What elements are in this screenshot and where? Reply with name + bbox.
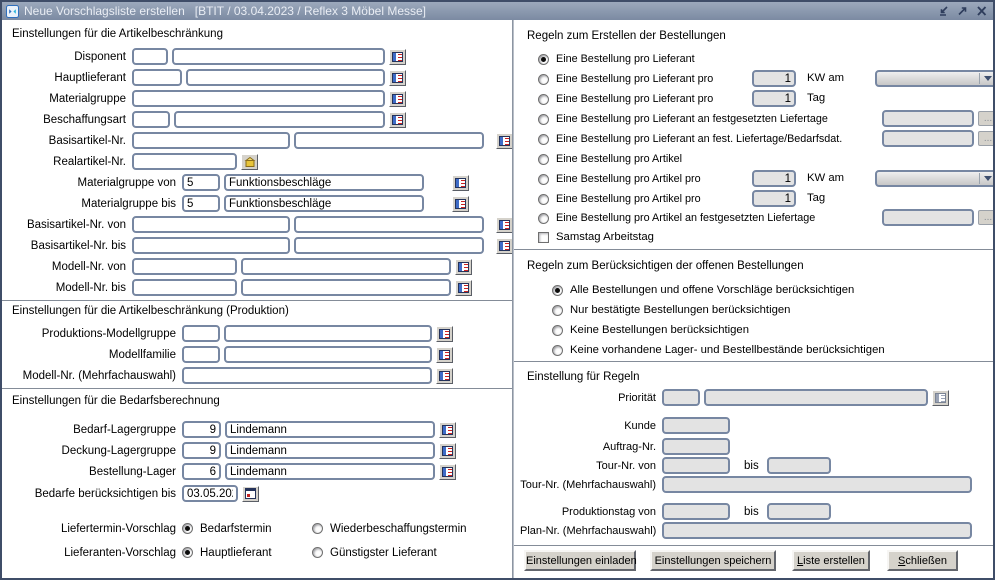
beschaffungsart-code-input[interactable] — [132, 111, 170, 128]
radio-icon — [538, 213, 549, 224]
auftrag-row — [520, 438, 987, 455]
list-lookup-icon — [455, 199, 466, 209]
basisartikel-von-label: Basisartikel-Nr. von — [26, 218, 126, 231]
artikel-kw-count-input[interactable] — [752, 170, 796, 187]
opt-lieferant-bedarfsdat-label: Eine Bestellung pro Lieferant an fest. Liefertage/Bedarfsdat. — [556, 133, 843, 145]
list-lookup-icon — [499, 241, 510, 251]
modellfamilie-name-input[interactable] — [224, 346, 432, 363]
opt-pro-artikel-label: Eine Bestellung pro Artikel — [556, 153, 683, 165]
wiederbeschaffungstermin-option[interactable] — [312, 523, 467, 535]
basisartikel-lookup-button[interactable] — [496, 133, 513, 149]
liefertermin-vorschlag-row — [8, 520, 512, 537]
modell-von-nr-input[interactable] — [132, 258, 237, 275]
bedarf-lagergruppe-name-input[interactable] — [225, 421, 435, 438]
opt-lieferant-pro-tag-label: Eine Bestellung pro Lieferant pro — [556, 93, 714, 105]
modellnr-mehrfach-input[interactable] — [182, 367, 432, 384]
artikel-tag-count-input[interactable] — [752, 190, 796, 207]
materialgruppe-von-row — [8, 174, 512, 191]
basisartikel-von-name-input[interactable] — [294, 216, 484, 233]
produktions-modellgruppe-code-input[interactable] — [182, 325, 220, 342]
maximize-window-button[interactable] — [954, 4, 970, 18]
lieferant-kw-weekday-select[interactable] — [875, 70, 995, 87]
auftrag-input[interactable] — [662, 438, 730, 455]
radio-icon — [312, 523, 323, 534]
dropdown-button — [979, 173, 995, 184]
bedarf-lagergruppe-lookup-button[interactable] — [439, 422, 456, 438]
list-lookup-icon — [392, 94, 403, 104]
basisartikel-bis-row — [8, 237, 512, 254]
opt-alle-bestellungen-label: Alle Bestellungen und offene Vorschläge berücksichtigen — [570, 284, 855, 296]
auftrag-label: Auftrag-Nr. — [602, 440, 656, 453]
tag-label: Tag — [807, 92, 826, 104]
plan-mehrfach-row — [520, 522, 987, 539]
opt-artikel-pro-kw-label: Eine Bestellung pro Artikel pro — [556, 173, 701, 185]
produktions-modellgruppe-name-input[interactable] — [224, 325, 432, 342]
bestellung-lager-row — [8, 463, 512, 480]
tour-mehrfach-label: Tour-Nr. (Mehrfachauswahl) — [520, 478, 656, 491]
titlebar — [2, 2, 993, 20]
basisartikel-von-row — [8, 216, 512, 233]
radio-icon — [538, 154, 549, 165]
window-title: Neue Vorschlagsliste erstellen — [24, 4, 185, 18]
prioritaet-lookup-button[interactable] — [932, 390, 949, 406]
lieferant-liefertage-browse-button[interactable]: ... — [978, 111, 995, 126]
produktionstag-bis-input[interactable] — [767, 503, 831, 520]
dropdown-button — [979, 73, 995, 84]
bedarfe-bis-row — [8, 485, 512, 502]
radio-selected-icon — [182, 547, 193, 558]
list-lookup-icon — [455, 178, 466, 188]
opt-lieferant-liefertage-label: Eine Bestellung pro Lieferant an festgesetzten Liefertage — [556, 113, 828, 125]
tour-bis-input[interactable] — [767, 457, 831, 474]
kunde-input[interactable] — [662, 417, 730, 434]
dialog-body — [2, 20, 993, 578]
opt-artikel-pro-kw-row[interactable] — [538, 171, 987, 187]
radio-selected-icon — [182, 523, 193, 534]
tag-label: Tag — [807, 192, 826, 204]
materialgruppe-label: Materialgruppe — [49, 92, 126, 105]
disponent-name-input[interactable] — [172, 48, 385, 65]
left-section-divider-2 — [2, 388, 512, 389]
restore-window-button[interactable] — [935, 4, 951, 18]
list-lookup-icon — [458, 262, 469, 272]
modellfamilie-lookup-button[interactable] — [436, 347, 453, 363]
tour-von-label: Tour-Nr. von — [596, 459, 656, 472]
produktions-modellgruppe-lookup-button[interactable] — [436, 326, 453, 342]
deckung-lagergruppe-row — [8, 442, 512, 459]
materialgruppe-von-lookup-button[interactable] — [452, 175, 469, 191]
hauptlieferant-label: Hauptlieferant — [54, 71, 126, 84]
liste-erstellen-button[interactable]: Liste erstellen — [792, 550, 870, 571]
opt-artikel-liefertage-label: Eine Bestellung pro Artikel an festgesetzten Liefertage — [556, 212, 816, 224]
produktions-modellgruppe-row — [8, 325, 512, 342]
list-lookup-icon — [499, 136, 510, 146]
calendar-icon — [245, 488, 256, 499]
bedarfstermin-option-label: Bedarfstermin — [200, 522, 272, 535]
radio-icon — [538, 134, 549, 145]
modell-von-label: Modell-Nr. von — [51, 260, 126, 273]
list-lookup-icon — [499, 220, 510, 230]
einstellungen-einladen-button[interactable]: Einstellungen einladen — [524, 550, 636, 571]
materialgruppe-row — [8, 90, 512, 107]
disponent-label: Disponent — [74, 50, 126, 63]
artikel-liefertage-browse-button[interactable]: ... — [978, 210, 995, 225]
left-panel — [2, 20, 512, 578]
checkbox-icon — [538, 232, 549, 243]
tour-mehrfach-input[interactable] — [662, 476, 972, 493]
opt-keine-bestellungen-row[interactable] — [552, 322, 987, 338]
bedarfe-bis-date-input[interactable] — [182, 485, 238, 502]
tour-von-input[interactable] — [662, 457, 730, 474]
opt-artikel-pro-tag-label: Eine Bestellung pro Artikel pro — [556, 193, 701, 205]
radio-selected-icon — [552, 285, 563, 296]
opt-lieferant-liefertage-row[interactable] — [538, 111, 993, 127]
modell-bis-row — [8, 279, 512, 296]
bestellung-lager-label: Bestellung-Lager — [89, 465, 176, 478]
hauptlieferant-option-label: Hauptlieferant — [200, 546, 272, 559]
bedarf-lagergruppe-label: Bedarf-Lagergruppe — [73, 423, 176, 436]
realartikel-row — [8, 153, 512, 170]
modellfamilie-label: Modellfamilie — [108, 348, 176, 361]
package-icon — [244, 156, 256, 168]
opt-lieferant-pro-tag-row[interactable] — [538, 91, 987, 107]
section-produktion-heading: Einstellungen für die Artikelbeschränkung (Produktion) — [12, 305, 289, 317]
prioritaet-row — [520, 389, 987, 406]
list-lookup-icon — [458, 283, 469, 293]
disponent-lookup-button[interactable] — [389, 49, 406, 65]
modell-bis-name-input[interactable] — [241, 279, 451, 296]
section-artikelbeschraenkung-heading: Einstellungen für die Artikelbeschränkung — [12, 28, 223, 40]
opt-pro-lieferant-row[interactable] — [538, 51, 987, 67]
modell-bis-label: Modell-Nr. bis — [55, 281, 126, 294]
radio-icon — [552, 305, 563, 316]
schliessen-button[interactable]: Schließen — [887, 550, 958, 571]
deckung-lagergruppe-label: Deckung-Lagergruppe — [61, 444, 176, 457]
materialgruppe-bis-label: Materialgruppe bis — [81, 197, 176, 210]
radio-icon — [538, 194, 549, 205]
prioritaet-label: Priorität — [618, 391, 656, 404]
opt-keine-bestellungen-label: Keine Bestellungen berücksichtigen — [570, 324, 749, 336]
tour-bis-label: bis — [744, 459, 759, 472]
bestellung-lager-code-input[interactable] — [182, 463, 221, 480]
guenstigster-lieferant-option[interactable] — [312, 547, 437, 559]
beschaffungsart-lookup-button[interactable] — [389, 112, 406, 128]
bedarf-lagergruppe-row — [8, 421, 512, 438]
radio-selected-icon — [538, 54, 549, 65]
modellnr-mehrfach-label: Modell-Nr. (Mehrfachauswahl) — [22, 369, 176, 382]
beschaffungsart-label: Beschaffungsart — [43, 113, 126, 126]
bedarf-lagergruppe-code-input[interactable] — [182, 421, 221, 438]
prioritaet-code-input[interactable] — [662, 389, 700, 406]
produktionstag-von-input[interactable] — [662, 503, 730, 520]
section-einstellung-regeln-heading: Einstellung für Regeln — [527, 371, 640, 383]
produktions-modellgruppe-label: Produktions-Modellgruppe — [41, 327, 176, 340]
opt-keine-bestaende-row[interactable] — [552, 342, 987, 358]
realartikel-article-button[interactable] — [241, 154, 258, 170]
artikel-liefertage-input[interactable] — [882, 209, 974, 226]
lieferant-tag-count-input[interactable] — [752, 90, 796, 107]
tour-mehrfach-row — [520, 476, 987, 493]
opt-artikel-pro-tag-row[interactable] — [538, 191, 987, 207]
lieferant-liefertage-input[interactable] — [882, 110, 974, 127]
modell-bis-lookup-button[interactable] — [455, 280, 472, 296]
section-offene-heading: Regeln zum Berücksichtigen der offenen Bestellungen — [527, 260, 804, 272]
disponent-row — [8, 48, 512, 65]
opt-lieferant-bedarfsdat-row[interactable] — [538, 131, 993, 147]
beschaffungsart-row — [8, 111, 512, 128]
lieferant-bedarfsdat-input[interactable] — [882, 130, 974, 147]
basisartikel-name-input[interactable] — [294, 132, 484, 149]
basisartikel-von-nr-input[interactable] — [132, 216, 290, 233]
materialgruppe-bis-row — [8, 195, 512, 212]
modellnr-mehrfach-lookup-button[interactable] — [436, 368, 453, 384]
materialgruppe-bis-code-input[interactable] — [182, 195, 220, 212]
hauptlieferant-row — [8, 69, 512, 86]
lieferant-bedarfsdat-browse-button[interactable]: ... — [978, 131, 995, 146]
deckung-lagergruppe-code-input[interactable] — [182, 442, 221, 459]
list-lookup-icon — [392, 52, 403, 62]
basisartikel-bis-nr-input[interactable] — [132, 237, 290, 254]
materialgruppe-lookup-button[interactable] — [389, 91, 406, 107]
close-window-button[interactable] — [973, 4, 989, 18]
liefertermin-vorschlag-label: Liefertermin-Vorschlag — [60, 522, 176, 535]
materialgruppe-von-name-input[interactable] — [224, 174, 424, 191]
dialog-buttons — [520, 550, 987, 571]
modellnr-mehrfach-row — [8, 367, 512, 384]
opt-bestaetigte-label: Nur bestätigte Bestellungen berücksichtigen — [570, 304, 791, 316]
lieferant-kw-count-input[interactable] — [752, 70, 796, 87]
plan-mehrfach-label: Plan-Nr. (Mehrfachauswahl) — [520, 524, 657, 537]
wiederbeschaffungstermin-option-label: Wiederbeschaffungstermin — [330, 522, 467, 535]
hauptlieferant-lookup-button[interactable] — [389, 70, 406, 86]
radio-icon — [538, 114, 549, 125]
materialgruppe-input[interactable] — [132, 90, 385, 107]
radio-icon — [552, 325, 563, 336]
bedarfe-bis-label: Bedarfe berücksichtigen bis — [34, 487, 176, 500]
basisartikel-label: Basisartikel-Nr. — [48, 134, 126, 147]
right-section-divider-1 — [514, 249, 993, 250]
modell-von-row — [8, 258, 512, 275]
bedarfstermin-option[interactable] — [182, 523, 312, 535]
samstag-arbeitstag-row[interactable] — [538, 229, 987, 245]
list-lookup-icon — [439, 371, 450, 381]
beschaffungsart-name-input[interactable] — [174, 111, 385, 128]
opt-alle-bestellungen-row[interactable] — [552, 282, 987, 298]
bedarfe-bis-calendar-button[interactable] — [242, 486, 259, 502]
right-section-divider-3 — [514, 545, 993, 546]
opt-keine-bestaende-label: Keine vorhandene Lager- und Bestellbestände berücksichtigen — [570, 344, 885, 356]
list-lookup-icon — [442, 425, 453, 435]
radio-icon — [312, 547, 323, 558]
right-section-divider-2 — [514, 361, 993, 362]
materialgruppe-bis-name-input[interactable] — [224, 195, 424, 212]
radio-icon — [552, 345, 563, 356]
window-controls — [935, 4, 989, 18]
window-title-context: [BTIT / 03.04.2023 / Reflex 3 Möbel Messe] — [194, 4, 426, 18]
bestellung-lager-lookup-button[interactable] — [439, 464, 456, 480]
section-bedarfsberechnung-heading: Einstellungen für die Bedarfsberechnung — [12, 395, 220, 407]
list-lookup-icon — [392, 115, 403, 125]
opt-pro-lieferant-label: Eine Bestellung pro Lieferant — [556, 53, 695, 65]
basisartikel-nr-input[interactable] — [132, 132, 290, 149]
list-lookup-icon — [392, 73, 403, 83]
bestellung-lager-name-input[interactable] — [225, 463, 435, 480]
modell-von-lookup-button[interactable] — [455, 259, 472, 275]
hauptlieferant-code-input[interactable] — [132, 69, 182, 86]
basisartikel-row — [8, 132, 512, 149]
produktionstag-bis-label: bis — [744, 505, 759, 518]
deckung-lagergruppe-name-input[interactable] — [225, 442, 435, 459]
modellfamilie-code-input[interactable] — [182, 346, 220, 363]
hauptlieferant-name-input[interactable] — [186, 69, 385, 86]
deckung-lagergruppe-lookup-button[interactable] — [439, 443, 456, 459]
modell-bis-nr-input[interactable] — [132, 279, 237, 296]
chevron-down-icon — [984, 176, 992, 185]
kunde-label: Kunde — [624, 419, 656, 432]
basisartikel-bis-name-input[interactable] — [294, 237, 484, 254]
chevron-down-icon — [984, 76, 992, 85]
app-icon — [6, 5, 19, 18]
radio-icon — [538, 74, 549, 85]
opt-pro-artikel-row[interactable] — [538, 151, 987, 167]
disponent-code-input[interactable] — [132, 48, 168, 65]
list-lookup-icon — [442, 446, 453, 456]
guenstigster-lieferant-option-label: Günstigster Lieferant — [330, 546, 437, 559]
left-section-divider-1 — [2, 300, 512, 301]
produktionstag-label: Produktionstag von — [561, 505, 656, 518]
produktionstag-row — [520, 503, 987, 520]
hauptlieferant-option[interactable] — [182, 547, 312, 559]
list-lookup-icon — [935, 393, 946, 403]
kw-am-label: KW am — [807, 172, 845, 184]
basisartikel-bis-lookup-button[interactable] — [496, 238, 513, 254]
section-erstellen-heading: Regeln zum Erstellen der Bestellungen — [527, 30, 726, 42]
opt-artikel-liefertage-row[interactable] — [538, 210, 993, 226]
lieferanten-vorschlag-row — [8, 544, 512, 561]
opt-lieferant-pro-kw-label: Eine Bestellung pro Lieferant pro — [556, 73, 714, 85]
list-lookup-icon — [439, 329, 450, 339]
plan-mehrfach-input[interactable] — [662, 522, 972, 539]
kunde-row — [520, 417, 987, 434]
radio-icon — [538, 174, 549, 185]
modell-von-name-input[interactable] — [241, 258, 451, 275]
materialgruppe-von-code-input[interactable] — [182, 174, 220, 191]
materialgruppe-von-label: Materialgruppe von — [77, 176, 176, 189]
tour-von-row — [520, 457, 987, 474]
basisartikel-bis-label: Basisartikel-Nr. bis — [30, 239, 126, 252]
lieferanten-vorschlag-label: Lieferanten-Vorschlag — [64, 546, 176, 559]
kw-am-label: KW am — [807, 72, 845, 84]
radio-icon — [538, 94, 549, 105]
einstellungen-speichern-button[interactable]: Einstellungen speichern — [650, 550, 776, 571]
materialgruppe-bis-lookup-button[interactable] — [452, 196, 469, 212]
list-lookup-icon — [442, 467, 453, 477]
prioritaet-name-input[interactable] — [704, 389, 928, 406]
modellfamilie-row — [8, 346, 512, 363]
opt-bestaetigte-row[interactable] — [552, 302, 987, 318]
list-lookup-icon — [439, 350, 450, 360]
realartikel-label: Realartikel-Nr. — [53, 155, 126, 168]
opt-lieferant-pro-kw-row[interactable] — [538, 71, 987, 87]
samstag-arbeitstag-label: Samstag Arbeitstag — [556, 231, 654, 243]
realartikel-nr-input[interactable] — [132, 153, 237, 170]
right-panel — [514, 20, 993, 578]
artikel-kw-weekday-select[interactable] — [875, 170, 995, 187]
basisartikel-von-lookup-button[interactable] — [496, 217, 513, 233]
